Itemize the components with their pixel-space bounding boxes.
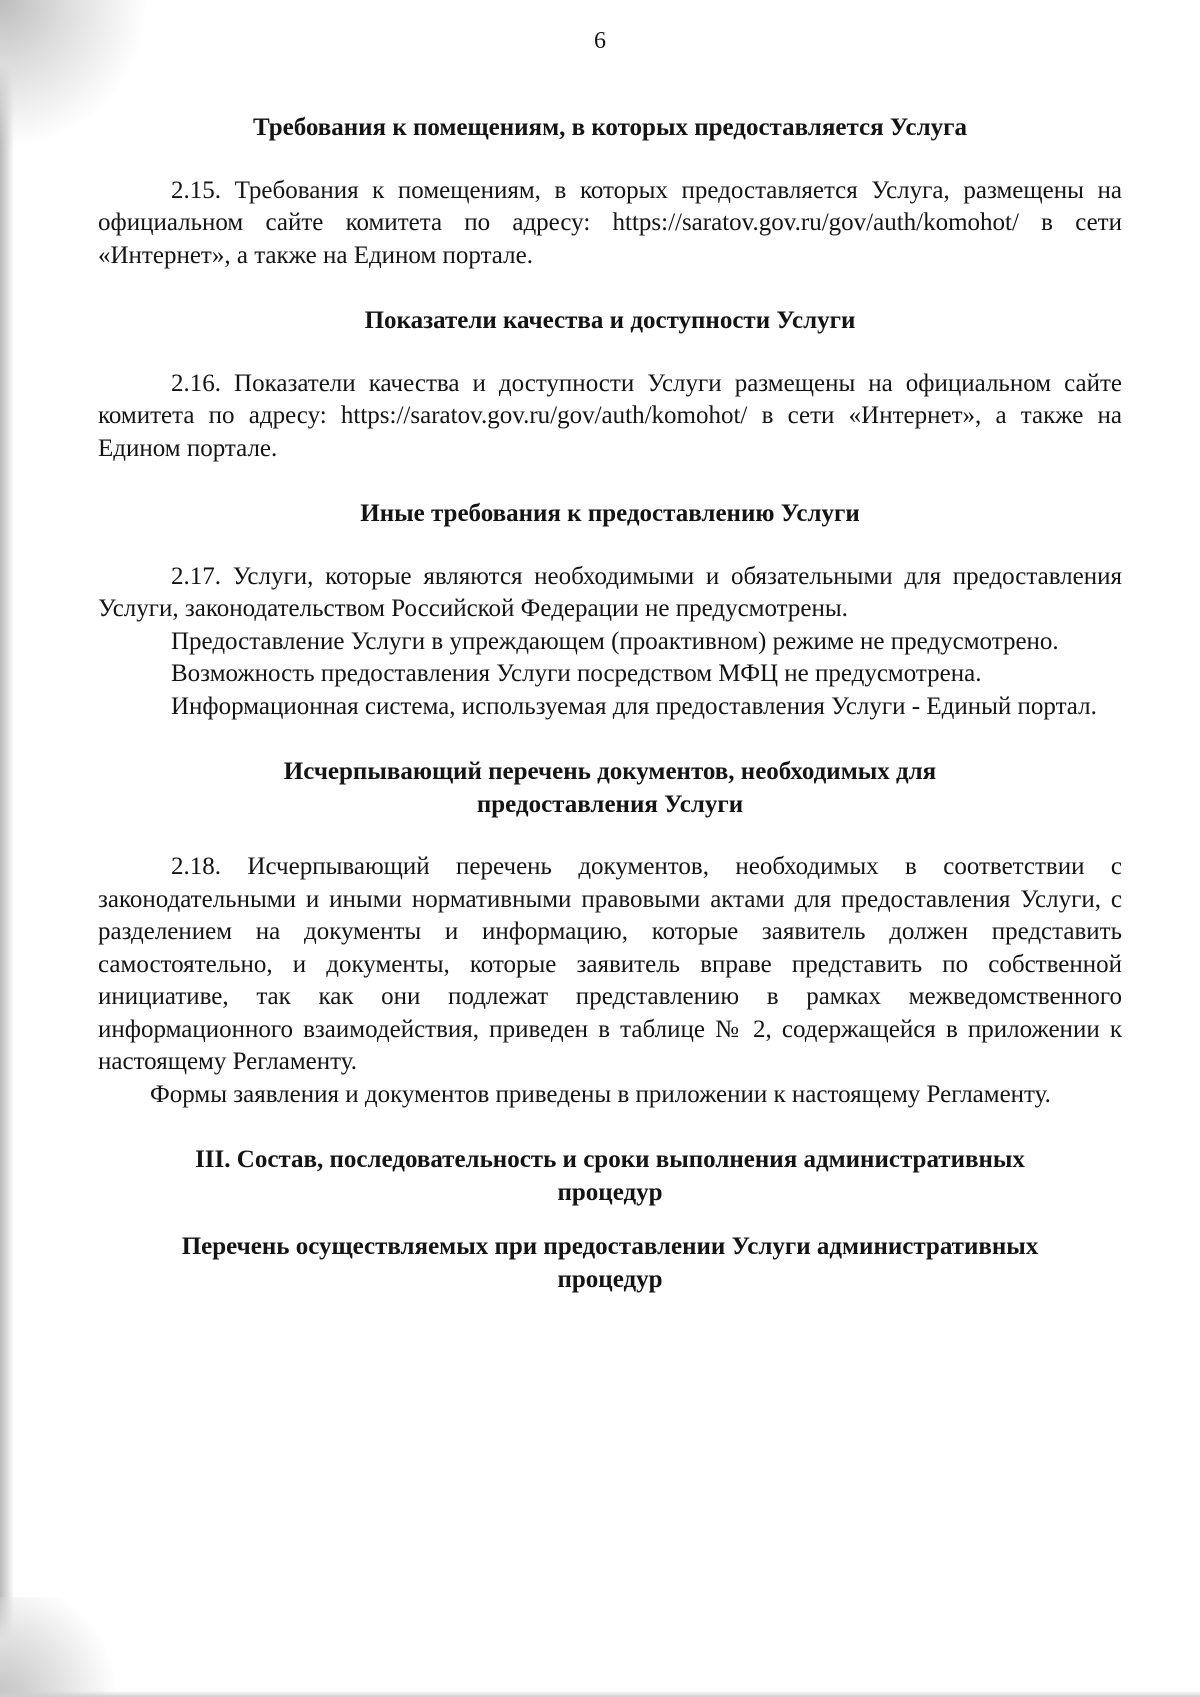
document-body bbox=[98, 112, 1122, 1296]
paragraph-forms: Формы заявления и документов приведены в приложении к настоящему Регламенту. bbox=[150, 1080, 1051, 1108]
chapter-heading-line1: III. Состав, последовательность и сроки выполнения административных bbox=[195, 1146, 1025, 1173]
subsection-heading-line1: Перечень осуществляемых при предоставлении Услуги административных bbox=[181, 1233, 1039, 1260]
scan-bottom-edge bbox=[0, 1691, 1200, 1697]
paragraph-2-15: 2.15. Требования к помещениям, в которых предоставляется Услуга, размещены на официальном сайте комитета по адресу: https://saratov.gov.ru/gov/auth/komohot/ в сети «Интернет», а также на Едином портале. bbox=[98, 176, 1122, 269]
section-heading-premises: Требования к помещениям, в которых предоставляется Услуга bbox=[252, 114, 968, 141]
paragraph-information-system: Информационная система, используемая для предоставления Услуги - Единый портал. bbox=[171, 692, 1097, 720]
paragraph-2-17: 2.17. Услуги, которые являются необходимыми и обязательными для предоставления Услуги, законодательством Российской Федерации не предусмотрены. bbox=[98, 562, 1122, 622]
paragraph-proactive-mode: Предоставление Услуги в упреждающем (проактивном) режиме не предусмотрено. bbox=[171, 627, 1059, 655]
section-heading-documents bbox=[98, 756, 1122, 821]
section-heading-quality: Показатели качества и доступности Услуги bbox=[364, 307, 856, 334]
section-heading-documents-line2: предоставления Услуги bbox=[476, 790, 744, 818]
paragraph-mfc: Возможность предоставления Услуги посредством МФЦ не предусмотрена. bbox=[171, 660, 982, 687]
scan-left-edge bbox=[0, 0, 14, 1697]
chapter-heading-iii bbox=[98, 1144, 1122, 1209]
page-number: 6 bbox=[594, 28, 606, 54]
chapter-heading-line2: процедур bbox=[557, 1178, 663, 1206]
paragraph-2-18: 2.18. Исчерпывающий перечень документов, необходимых в соответствии с законодательными и иными нормативными правовыми актами для предоставления Услуги, с разделением на документы и информацию, которые заявитель должен представить самостоятельно, и документы, которые заявитель вправе представить по собственной инициативе, так как они подлежат представлению в рамках межведомственного информационного взаимодействия, приведен в таблице № 2, содержащейся в приложении к настоящему Регламенту. bbox=[98, 853, 1122, 1075]
section-heading-other-requirements: Иные требования к предоставлению Услуги bbox=[360, 500, 860, 527]
section-heading-documents-line1: Исчерпывающий перечень документов, необходимых для bbox=[283, 758, 937, 785]
subsection-heading-line2: процедур bbox=[557, 1265, 663, 1293]
scan-bottom-left-corner bbox=[0, 1597, 130, 1697]
paragraph-2-16: 2.16. Показатели качества и доступности Услуги размещены на официальном сайте комитета по адресу: https://saratov.gov.ru/gov/auth/komohot/ в сети «Интернет», а также на Едином портале. bbox=[98, 369, 1122, 462]
subsection-heading-procedures bbox=[98, 1231, 1122, 1296]
